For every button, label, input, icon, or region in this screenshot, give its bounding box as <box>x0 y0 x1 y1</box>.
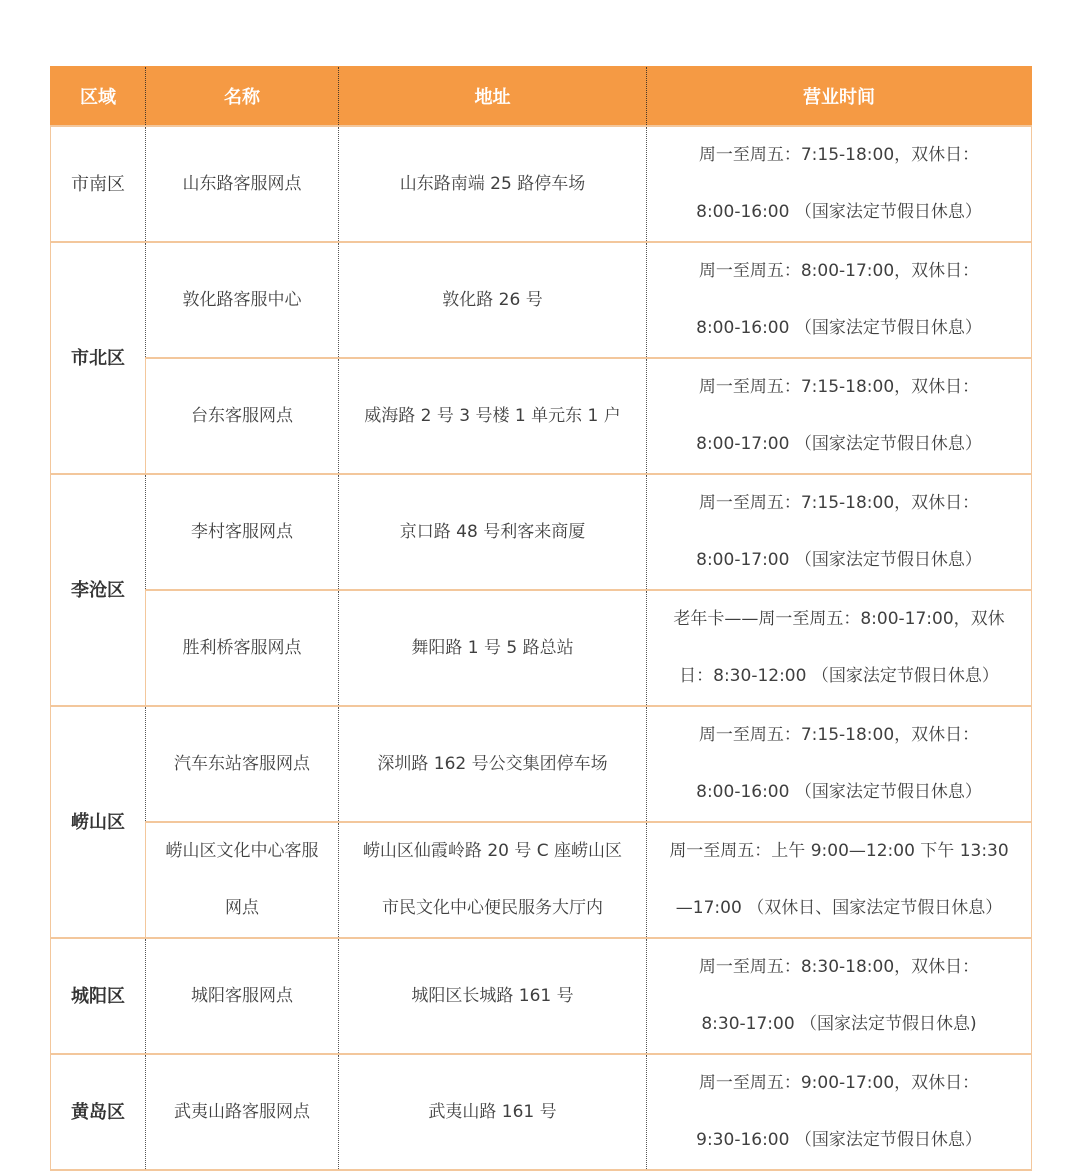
district-cell: 李沧区 <box>51 474 146 706</box>
header-address: 地址 <box>339 67 647 127</box>
name-cell <box>146 126 339 242</box>
name-line: 汽车东站客服网点 <box>174 753 310 774</box>
table-row <box>51 938 1032 1054</box>
address-line: 京口路 48 号利客来商厦 <box>399 521 586 542</box>
name-cell <box>146 1054 339 1170</box>
hours-cell <box>647 242 1032 358</box>
hours-cell <box>647 706 1032 822</box>
hours-line: 8:00-16:00 （国家法定节假日休息） <box>696 782 982 802</box>
hours-line: 老年卡——周一至周五：8:00-17:00，双休 <box>673 609 1005 629</box>
hours-line: 日：8:30-12:00 （国家法定节假日休息） <box>679 666 999 686</box>
address-cell <box>339 242 647 358</box>
district-cell: 市南区 <box>51 126 146 242</box>
hours-line: 9:30-16:00 （国家法定节假日休息） <box>696 1130 982 1150</box>
address-cell <box>339 822 647 938</box>
name-line: 胜利桥客服网点 <box>182 637 302 658</box>
table-row <box>51 706 1032 822</box>
district-cell: 市北区 <box>51 242 146 474</box>
hours-cell <box>647 938 1032 1054</box>
hours-line: —17:00 （双休日、国家法定节假日休息） <box>675 898 1003 918</box>
name-cell <box>146 822 339 938</box>
address-cell <box>339 126 647 242</box>
district-cell: 城阳区 <box>51 938 146 1054</box>
hours-cell <box>647 358 1032 474</box>
address-cell <box>339 590 647 706</box>
name-line: 山东路客服网点 <box>182 173 302 194</box>
name-line: 崂山区文化中心客服 <box>165 841 319 861</box>
name-cell <box>146 242 339 358</box>
table-body <box>51 126 1032 1170</box>
service-points-table-wrapper <box>50 66 1031 1171</box>
address-line: 武夷山路 161 号 <box>428 1101 557 1122</box>
address-line: 深圳路 162 号公交集团停车场 <box>377 753 608 774</box>
address-cell <box>339 474 647 590</box>
table-row <box>51 242 1032 358</box>
hours-line: 周一至周五：8:00-17:00，双休日： <box>698 261 980 281</box>
hours-cell <box>647 126 1032 242</box>
name-cell <box>146 474 339 590</box>
hours-line: 8:00-17:00 （国家法定节假日休息） <box>696 434 982 454</box>
name-cell <box>146 706 339 822</box>
district-cell: 黄岛区 <box>51 1054 146 1170</box>
table-row <box>51 126 1032 242</box>
address-line: 崂山区仙霞岭路 20 号 C 座崂山区 <box>362 841 623 861</box>
address-line: 市民文化中心便民服务大厅内 <box>382 898 603 918</box>
hours-line: 8:00-17:00 （国家法定节假日休息） <box>696 550 982 570</box>
hours-cell <box>647 822 1032 938</box>
table-row <box>51 590 1032 706</box>
district-cell: 崂山区 <box>51 706 146 938</box>
address-cell <box>339 358 647 474</box>
address-line: 城阳区长城路 161 号 <box>411 985 574 1006</box>
name-line: 李村客服网点 <box>191 521 293 542</box>
table-row <box>51 358 1032 474</box>
hours-cell <box>647 590 1032 706</box>
table-row <box>51 822 1032 938</box>
name-line: 敦化路客服中心 <box>182 289 302 310</box>
hours-line: 周一至周五：7:15-18:00，双休日： <box>698 725 980 745</box>
name-line: 武夷山路客服网点 <box>174 1101 310 1122</box>
hours-line: 周一至周五：上午 9:00—12:00 下午 13:30 <box>669 841 1009 861</box>
hours-line: 8:30-17:00 （国家法定节假日休息) <box>701 1014 977 1034</box>
table-header <box>51 67 1032 127</box>
address-line: 舞阳路 1 号 5 路总站 <box>411 637 574 658</box>
hours-line: 周一至周五：7:15-18:00，双休日： <box>698 377 980 397</box>
service-points-table <box>50 66 1032 1171</box>
address-line: 威海路 2 号 3 号楼 1 单元东 1 户 <box>364 405 621 426</box>
table-row <box>51 474 1032 590</box>
name-line: 网点 <box>225 898 259 918</box>
header-hours: 营业时间 <box>647 67 1032 127</box>
address-cell <box>339 938 647 1054</box>
table-row <box>51 1054 1032 1170</box>
name-line: 城阳客服网点 <box>191 985 293 1006</box>
name-cell <box>146 358 339 474</box>
header-name: 名称 <box>146 67 339 127</box>
hours-line: 周一至周五：7:15-18:00，双休日： <box>698 145 980 165</box>
address-cell <box>339 706 647 822</box>
hours-line: 周一至周五：8:30-18:00，双休日： <box>698 957 980 977</box>
name-cell <box>146 590 339 706</box>
header-row <box>51 67 1032 127</box>
hours-line: 周一至周五：9:00-17:00，双休日： <box>698 1073 980 1093</box>
hours-line: 8:00-16:00 （国家法定节假日休息） <box>696 202 982 222</box>
hours-line: 周一至周五：7:15-18:00，双休日： <box>698 493 980 513</box>
address-cell <box>339 1054 647 1170</box>
address-line: 山东路南端 25 路停车场 <box>399 173 586 194</box>
name-cell <box>146 938 339 1054</box>
hours-cell <box>647 1054 1032 1170</box>
name-line: 台东客服网点 <box>191 405 293 426</box>
hours-cell <box>647 474 1032 590</box>
hours-line: 8:00-16:00 （国家法定节假日休息） <box>696 318 982 338</box>
address-line: 敦化路 26 号 <box>442 289 543 310</box>
header-district: 区域 <box>51 67 146 127</box>
